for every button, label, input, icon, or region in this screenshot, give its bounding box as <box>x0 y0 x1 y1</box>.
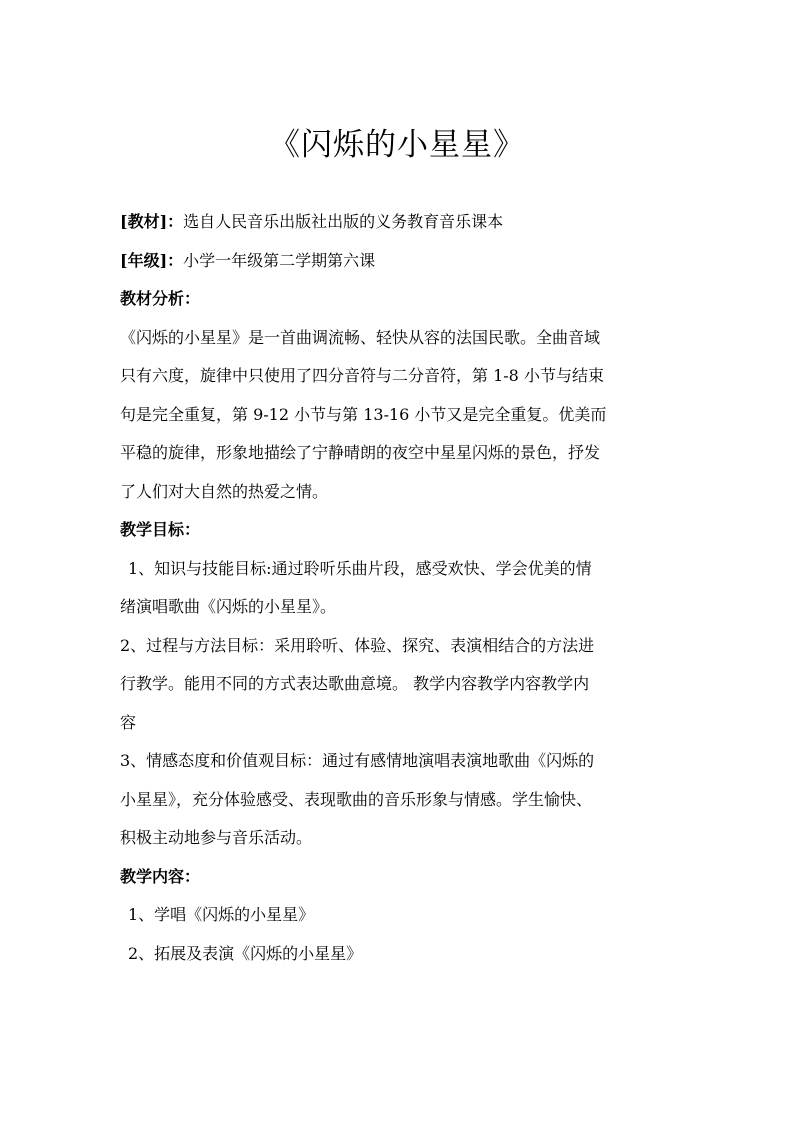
material-line <box>120 203 685 242</box>
analysis-line: 《闪烁的小星星》是一首曲调流畅、轻快从容的法国民歌。全曲音域 <box>120 327 601 347</box>
content-item: 1、学唱《闪烁的小星星》 <box>128 905 315 924</box>
analysis-line: 平稳的旋律，形象地描绘了宁静晴朗的夜空中星星闪烁的景色，抒发 <box>120 443 601 462</box>
content-heading: 教学内容： <box>120 866 201 886</box>
document-body <box>120 203 685 973</box>
goal-line: 行教学。能用不同的方式表达歌曲意境。 教学内容教学内容教学内 <box>120 674 590 693</box>
material-text: 选自人民音乐出版社出版的义务教育音乐课本 <box>183 212 504 231</box>
content-item: 2、拓展及表演《闪烁的小星星》 <box>128 943 363 963</box>
goal-line: 3、情感态度和价值观目标：通过有感情地演唱表演地歌曲《闪烁的 <box>120 751 595 770</box>
goal-line: 容 <box>120 712 137 732</box>
goal-line: 积极主动地参与音乐活动。 <box>120 828 313 847</box>
document-title: 《闪烁的小星星》 <box>269 126 525 163</box>
analysis-line: 只有六度，旋律中只使用了四分音符与二分音符，第 1-8 小节与结束 <box>120 366 604 385</box>
grade-label: [年级]： <box>120 250 184 270</box>
goal-line: 2、过程与方法目标：采用聆听、体验、探究、表演相结合的方法进 <box>120 635 595 655</box>
analysis-line: 句是完全重复，第 9-12 小节与第 13-16 小节又是完全重复。优美而 <box>120 404 607 424</box>
grade-text: 小学一年级第二学期第六课 <box>183 250 376 270</box>
goal-line: 1、知识与技能目标:通过聆听乐曲片段，感受欢快、学会优美的情 <box>128 558 592 578</box>
material-label: [教材]： <box>120 212 184 231</box>
goal-line: 绪演唱歌曲《闪烁的小星星》。 <box>120 597 337 616</box>
grade-line <box>120 242 685 281</box>
goal-line: 小星星》，充分体验感受、表现歌曲的音乐形象与情感。学生愉快、 <box>120 789 593 809</box>
analysis-line: 了人们对大自然的热爱之情。 <box>120 481 329 501</box>
analysis-heading: 教材分析： <box>120 289 201 308</box>
goals-heading: 教学目标： <box>120 520 201 539</box>
